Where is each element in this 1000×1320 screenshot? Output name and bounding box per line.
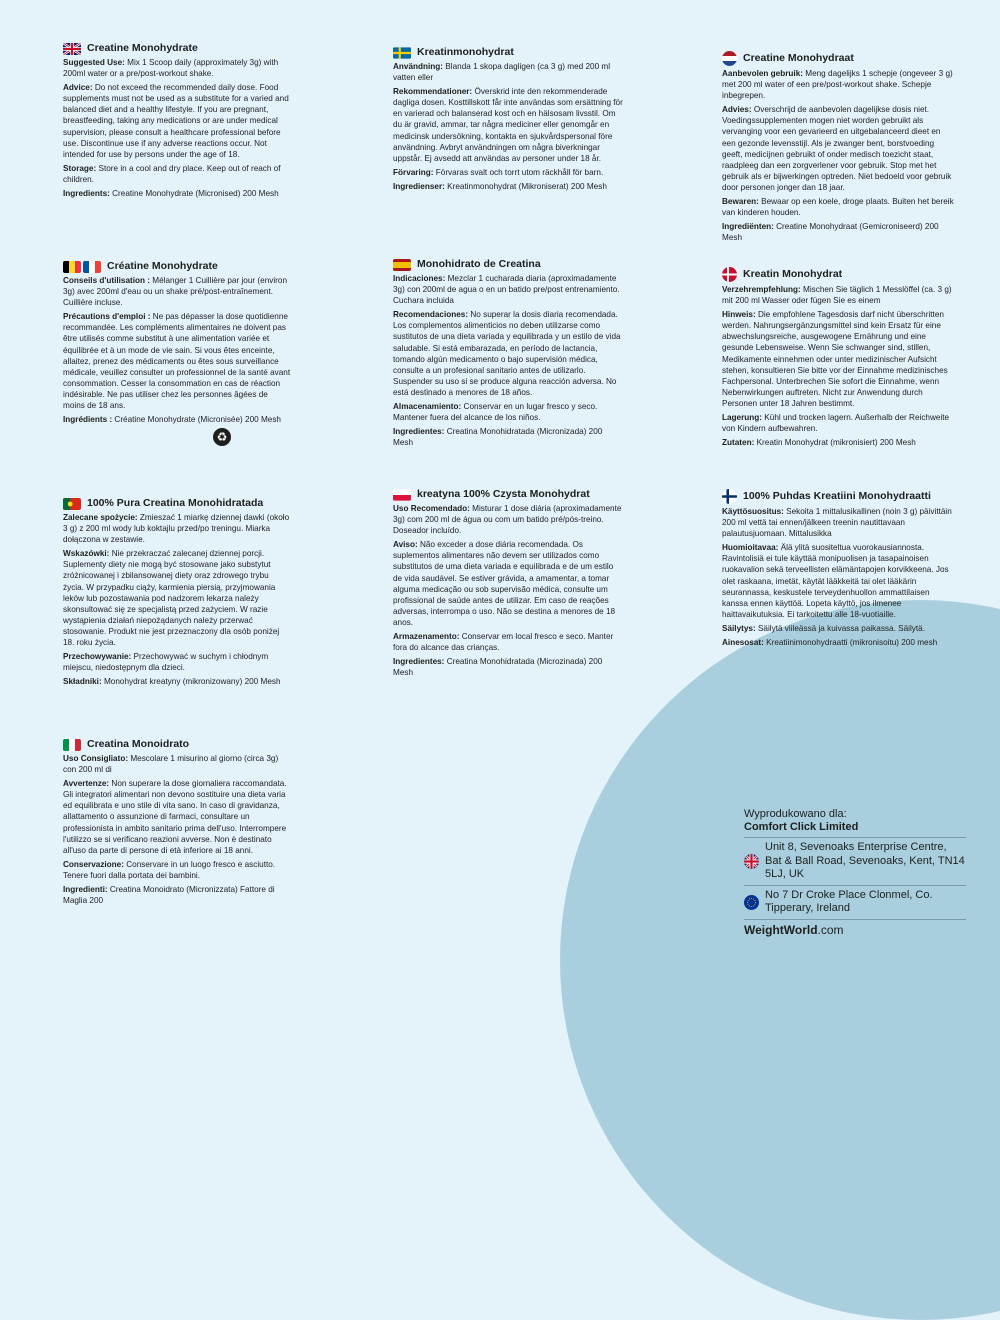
uk-flag-icon xyxy=(63,43,81,55)
brand-url: WeightWorld.com xyxy=(744,919,966,937)
manufacturer-label: Wyprodukowano dla: xyxy=(744,808,847,820)
section-fi xyxy=(722,489,954,651)
paragraph-advice: Avvertenze: Non superare la dose giornaliera raccomandata. Gli integratori alimentari non devono sostituire una dieta varia ed equilibrata e uno stile di vita sano. In caso di gravidanza, allattamento o assunzione di farmaci, consultare un professionista in ambito sanitario prima dell'uso. Interrompere l'utilizzo se si verificano reazioni avverse. Non è destinato all'uso da parte di persone di età inferiore ai 18 anni. xyxy=(63,779,287,855)
section-heading xyxy=(393,46,623,59)
section-title: Creatine Monohydrate xyxy=(87,42,198,54)
section-title: Kreatin Monohydrat xyxy=(743,268,843,280)
se-flag-icon xyxy=(393,47,411,59)
paragraph-ingredients: Ingrédients : Créatine Monohydrate (Micronisée) 200 Mesh xyxy=(63,415,281,425)
manufacturer-company: Comfort Click Limited xyxy=(744,821,859,833)
section-title: kreatyna 100% Czysta Monohydrat xyxy=(417,488,590,500)
be-flag-icon xyxy=(63,261,81,273)
paragraph-use: Suggested Use: Mix 1 Scoop daily (approximately 3g) with 200ml water or a pre/post-workout shake. xyxy=(63,58,279,79)
uk-address: Unit 8, Sevenoaks Enterprise Centre, Bat & Ball Road, Sevenoaks, Kent, TN14 5LJ, UK xyxy=(765,841,965,880)
paragraph-storage: Almacenamiento: Conservar en un lugar fresco y seco. Mantener fuera del alcance de los niños. xyxy=(393,402,598,423)
uk-flag-icon xyxy=(744,854,759,869)
section-heading xyxy=(393,488,623,501)
section-heading xyxy=(393,258,623,271)
paragraph-use: Användning: Blanda 1 skopa dagligen (ca 3 g) med 200 ml vatten eller xyxy=(393,62,611,83)
section-pl xyxy=(63,497,291,690)
paragraph-advice: Huomioitavaa: Älä ylitä suositeltua vuorokausiannosta. Ravintolisiä ei tule käyttää monipuolisen ja tasapainoisen ruokavalion sekä terveellisten elämäntapojen korvikkeena. Jos olet raskaana, imetät, käytät lääkkeitä tai olet lääkärin seurannassa, keskustele terveydenhuollon ammattilaisen kanssa ennen käyttöä. Lopeta käyttö, jos ilmenee haittavaikutuksia. Ei tarkoitettu alle 18-vuotiaille. xyxy=(722,543,949,619)
section-title: Monohidrato de Creatina xyxy=(417,258,541,270)
pt-flag-icon xyxy=(63,498,81,510)
paragraph-use: Uso Consigliato: Mescolare 1 misurino al giorno (circa 3g) con 200 ml di xyxy=(63,754,279,775)
paragraph-advice: Wskazówki: Nie przekraczać zalecanej dziennej porcji. Suplementy diety nie mogą być stosowane jako substytut zróżnicowanej i zbilansowanej diety oraz zdrowego trybu życia. W przypadku ciąży, karmienia piersią, przyjmowania leków lub pozostawania pod nadzorem lekarza należy skonsultować się ze specjalistą przed zażyciem. W razie wystąpienia działań niepożądanych należy przerwać stosowanie. Produkt nie jest przeznaczony dla osób poniżej 18. roku życia. xyxy=(63,549,280,648)
recycle-icon: ♻ xyxy=(213,428,231,446)
section-heading xyxy=(722,267,954,282)
paragraph-advice: Hinweis: Die empfohlene Tagesdosis darf nicht überschritten werden. Nahrungsergänzungsmittel sind kein Ersatz für eine abwechslungsreiche, ausgewogene Ernährung und eine gesunde Lebensweise. Wenn Sie schwanger sind, stillen, Medikamente einnehmen oder unter medizinischer Aufsicht stehen, konsultieren Sie bitte vor der Einnahme medizinisches Fachpersonal. Unterbrechen Sie sofort die Einnahme, wenn Nebenwirkungen auftreten. Nicht zur Anwendung durch Personen unter 18 Jahren bestimmt. xyxy=(722,310,948,408)
section-heading xyxy=(63,738,291,751)
section-heading xyxy=(63,497,291,510)
section-title: Kreatinmonohydrat xyxy=(417,46,514,58)
pl-flag-icon xyxy=(393,489,411,501)
paragraph-ingredients: Ingrediënten: Creatine Monohydraat (Gemicroniseerd) 200 Mesh xyxy=(722,222,939,243)
paragraph-use: Aanbevolen gebruik: Meng dagelijks 1 schepje (ongeveer 3 g) met 200 ml water of een pre/post-workout shake. Schepje inbegrepen. xyxy=(722,69,953,101)
section-se xyxy=(393,46,623,195)
paragraph-advice: Précautions d'emploi : Ne pas dépasser la dose quotidienne recommandée. Les compléments alimentaires ne doivent pas être utilisés comme substitut à une alimentation variée et équilibrée et à un mode de vie sain. Si vous êtes enceinte, allaitez, prenez des médicaments ou êtes sous surveillance médicale, veuillez consulter un professionnel de la santé avant consommation. Cesser la consommation en cas de réaction indésirable. Ne pas utiliser chez les personnes âgées de moins de 18 ans. xyxy=(63,312,291,411)
section-title: Creatine Monohydraat xyxy=(743,52,854,64)
paragraph-storage: Säilytys: Säilytä viileässä ja kuivassa paikassa. Säilytä. xyxy=(722,623,925,633)
manufacturer-block xyxy=(744,808,966,937)
eu-flag-icon xyxy=(744,895,759,910)
paragraph-use: Indicaciones: Mezclar 1 cucharada diaria (aproximadamente 3g) con 200ml de agua o en un batido pre/post entrenamiento. Cuchara incluida xyxy=(393,274,620,306)
section-uk xyxy=(63,42,291,202)
paragraph-advice: Advice: Do not exceed the recommended daily dose. Food supplements must not be used as a substitute for a varied and balanced diet and a healthy lifestyle. If you are pregnant, breastfeeding, taking any medications or are under medical supervision, please consult a healthcare professional before use. Discontinue use if any adverse reactions occur. Not intended for use by persons under the age of 18. xyxy=(63,83,289,159)
paragraph-storage: Storage: Store in a cool and dry place. Keep out of reach of children. xyxy=(63,163,281,184)
section-title: 100% Pura Creatina Monohidratada xyxy=(87,497,264,509)
paragraph-use: Zalecane spożycie: Zmieszać 1 miarkę dziennej dawki (około 3 g) z 200 ml wody lub koktajlu przed/po treningu. Miarka dołączona w zestawie. xyxy=(63,513,290,545)
it-flag-icon xyxy=(63,739,81,751)
section-heading xyxy=(722,489,954,504)
paragraph-use: Verzehrempfehlung: Mischen Sie täglich 1 Messlöffel (ca. 3 g) mit 200 ml Wasser oder fügen Sie es einem xyxy=(722,285,952,306)
uk-address-row xyxy=(744,837,966,885)
section-heading xyxy=(722,51,954,66)
section-it xyxy=(63,738,291,909)
paragraph-advice: Recomendaciones: No superar la dosis diaria recomendada. Los complementos alimenticios no deben utilizarse como sustitutos de una dieta variada y equilibrada y un estilo de vida saludable. Si está embarazada, en período de lactancia, tomando algún medicamento o bajo supervisión médica, consulte a un profesional sanitario antes de utilizarlo. Suspender su uso si se produce alguna reacción adversa. No está destinado a menores de 18 años. xyxy=(393,310,621,397)
section-title: Creatina Monoidrato xyxy=(87,738,190,750)
nl-flag-icon xyxy=(722,51,737,66)
paragraph-advice: Rekommendationer: Överskrid inte den rekommenderade dagliga dosen. Kosttillskott får inte användas som ersättning för en varierad och balanserad kost och en hälsosam livsstil. Om du är gravid, ammar, tar några mediciner eller genomgår en medicinsk undersökning, kontakta en sjukvårdspersonal före användning. Avbryt användningen om några biverkningar uppstår. Ej avsedd att användas av personer under 18 år. xyxy=(393,87,623,163)
eu-address: No 7 Dr Croke Place Clonmel, Co. Tipperary, Ireland xyxy=(765,888,933,914)
section-fr xyxy=(63,260,291,446)
decorative-circle xyxy=(560,600,1000,1320)
paragraph-storage: Förvaring: Förvaras svalt och torrt utom räckhåll för barn. xyxy=(393,167,604,177)
section-heading xyxy=(63,260,291,273)
eu-address-row xyxy=(744,885,966,919)
paragraph-use: Conseils d'utilisation : Mélanger 1 Cuillière par jour (environ 3g) avec 200ml d'eau ou un shake pré/post-entraînement. Cuillière incluse. xyxy=(63,276,287,308)
paragraph-use: Uso Recomendado: Misturar 1 dose diária (aproximadamente 3g) com 200 ml de água ou com um batido pré/pós-treino. Doseador incluído. xyxy=(393,504,622,536)
paragraph-ingredients: Ingredients: Creatine Monohydrate (Micronised) 200 Mesh xyxy=(63,189,279,199)
paragraph-storage: Conservazione: Conservare in un luogo fresco e asciutto. Tenere fuori dalla portata dei bambini. xyxy=(63,859,276,880)
paragraph-ingredients: Ingredientes: Creatina Monohidratada (Microzinada) 200 Mesh xyxy=(393,657,603,678)
paragraph-ingredients: Ingredienti: Creatina Monoidrato (Micronizzata) Fattore di Maglia 200 xyxy=(63,885,275,906)
paragraph-use: Käyttösuositus: Sekoita 1 mittalusikallinen (noin 3 g) päivittäin 200 ml vettä tai ennen/jälkeen treenin nautittavaan palautusjuomaan. Mittalusikka xyxy=(722,507,952,539)
paragraph-advice: Advies: Overschrijd de aanbevolen dagelijkse dosis niet. Voedingssupplementen mogen niet worden gebruikt als vervanging voor een gevarieerd en uitgebalanceerd dieet en een gezonde levensstijl. Als je zwanger bent, borstvoeding geeft, medicijnen gebruikt of onder medisch toezicht staat, raadpleeg dan een zorgverlener voor gebruik. Stop met het gebruik als er bijwerkingen optreden. Niet bedoeld voor gebruik door personen jonger dan 18 jaar. xyxy=(722,105,952,192)
section-es xyxy=(393,258,623,451)
paragraph-storage: Przechowywanie: Przechowywać w suchym i chłodnym miejscu, niedostępnym dla dzieci. xyxy=(63,652,269,673)
paragraph-storage: Armazenamento: Conservar em local fresco e seco. Manter fora do alcance das crianças. xyxy=(393,632,614,653)
section-pt xyxy=(393,488,623,681)
fi-flag-icon xyxy=(722,489,737,504)
paragraph-storage: Lagerung: Kühl und trocken lagern. Außerhalb der Reichweite von Kindern aufbewahren. xyxy=(722,413,950,434)
paragraph-ingredients: Ainesosat: Kreatiinimonohydraatti (mikronisoitu) 200 mesh xyxy=(722,638,938,648)
section-title: Créatine Monohydrate xyxy=(107,260,218,272)
section-de xyxy=(722,267,954,451)
paragraph-ingredients: Składniki: Monohydrat kreatyny (mikronizowany) 200 Mesh xyxy=(63,677,281,687)
section-title: 100% Puhdas Kreatiini Monohydraatti xyxy=(743,490,931,502)
paragraph-advice: Aviso: Não exceder a dose diária recomendada. Os suplementos alimentares não devem ser utilizados como substitutos de uma dieta variada e equilibrada e de um estilo de vida saudável. Se estiver grávida, a amamentar, a tomar alguma medicação ou sob supervisão médica, consulte um profissional de saúde antes de utilizar. Em caso de reações adversas, interrompa o uso. Não se destina a menores de 18 anos. xyxy=(393,540,616,627)
section-nl xyxy=(722,51,954,246)
es-flag-icon xyxy=(393,259,411,271)
paragraph-ingredients: Ingredienser: Kreatinmonohydrat (Mikroniserat) 200 Mesh xyxy=(393,181,607,191)
paragraph-ingredients: Ingredientes: Creatina Monohidratada (Micronizada) 200 Mesh xyxy=(393,427,603,448)
paragraph-storage: Bewaren: Bewaar op een koele, droge plaats. Buiten het bereik van kinderen houden. xyxy=(722,197,954,218)
dk-flag-icon xyxy=(722,267,737,282)
fr-flag-icon xyxy=(83,261,101,273)
section-heading xyxy=(63,42,291,55)
paragraph-ingredients: Zutaten: Kreatin Monohydrat (mikronisiert) 200 Mesh xyxy=(722,438,916,448)
